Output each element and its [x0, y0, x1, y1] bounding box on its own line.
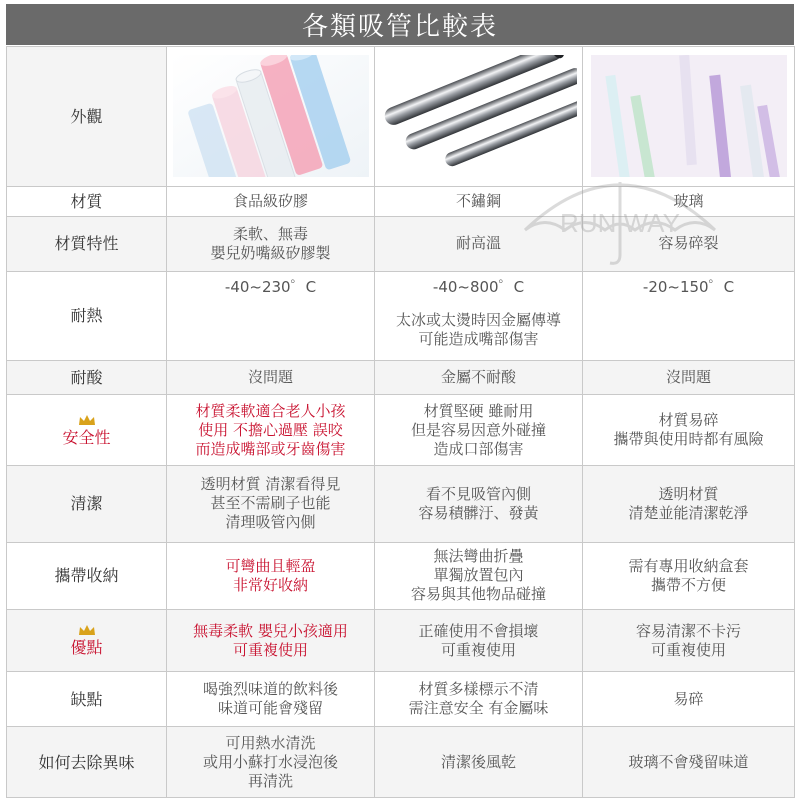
steel-straws-image	[375, 47, 583, 187]
cell-line: 玻璃不會殘留味道	[628, 752, 749, 771]
crown-icon	[78, 624, 96, 636]
row-label: 外觀	[7, 47, 167, 187]
cell-line: 造成口部傷害	[433, 439, 524, 458]
row-label-text: 清潔	[70, 494, 103, 514]
row-label-text: 如何去除異味	[38, 752, 135, 772]
comparison-table	[6, 46, 795, 798]
table-cell	[167, 465, 375, 542]
row-label	[7, 395, 167, 466]
table-cell	[583, 727, 795, 798]
cell-line: 單獨放置包內	[433, 566, 524, 585]
table-cell	[167, 217, 375, 272]
row-label	[7, 542, 167, 609]
table-cell	[583, 395, 795, 466]
row-label-text: 耐熱	[70, 306, 103, 326]
row-label	[7, 217, 167, 272]
table-cell	[167, 542, 375, 609]
row-label	[7, 465, 167, 542]
cell-line: 味道可能會殘留	[217, 699, 323, 718]
cell-line: 再清洗	[247, 771, 293, 790]
table-cell	[167, 186, 375, 216]
cell-line: 容易清潔不卡污	[635, 621, 741, 640]
cell-line: 材質多樣標示不清	[418, 680, 539, 699]
cell-line: 金屬不耐酸	[440, 367, 516, 386]
table-cell	[375, 217, 583, 272]
table-cell	[375, 672, 583, 727]
cell-line: 可能造成嘴部傷害	[418, 329, 539, 348]
cell-line: 清理吸管內側	[225, 513, 316, 532]
cell-line: 透明材質 清潔看得見	[200, 475, 341, 494]
table-cell	[167, 609, 375, 672]
table-cell	[583, 542, 795, 609]
row-label	[7, 186, 167, 216]
cell-line: 清潔後風乾	[440, 752, 516, 771]
table-row	[7, 360, 795, 394]
cell-line: 而造成嘴部或牙齒傷害	[195, 439, 346, 458]
cell-line: 攜帶不方便	[650, 575, 726, 594]
cell-line: 可用熱水清洗	[225, 733, 316, 752]
table-cell	[167, 395, 375, 466]
table-cell	[375, 609, 583, 672]
table-cell	[583, 217, 795, 272]
table-cell	[375, 727, 583, 798]
table-row	[7, 186, 795, 216]
cell-line: 可重複使用	[232, 640, 308, 659]
table-cell	[583, 271, 795, 360]
row-label-text: 耐酸	[70, 367, 103, 387]
table-cell	[375, 542, 583, 609]
cell-line: 容易積髒汙、發黃	[418, 503, 539, 522]
table-cell	[583, 186, 795, 216]
cell-line: 需有專用收納盒套	[628, 556, 749, 575]
row-label	[7, 360, 167, 394]
cell-line: 正確使用不會損壞	[418, 621, 539, 640]
cell-line: 但是容易因意外碰撞	[410, 420, 546, 439]
cell-line: 看不見吸管內側	[425, 484, 531, 503]
row-label-text: 缺點	[70, 689, 103, 709]
table-cell	[375, 395, 583, 466]
cell-line: 沒問題	[665, 367, 711, 386]
row-label-text: 安全性	[62, 427, 111, 447]
cell-line: 可重複使用	[440, 640, 516, 659]
row-label-text: 材質特性	[54, 234, 119, 254]
row-label-text: 攜帶收納	[54, 566, 119, 586]
page-title: 各類吸管比較表	[6, 4, 794, 45]
cell-line: 可彎曲且輕盈	[225, 556, 316, 575]
table-cell	[583, 672, 795, 727]
glass-straws-image	[583, 47, 795, 187]
cell-line: 無法彎曲折疊	[433, 547, 524, 566]
cell-line: 柔軟、無毒	[232, 224, 308, 243]
table-row	[7, 465, 795, 542]
row-label	[7, 672, 167, 727]
cell-line: 材質易碎	[658, 411, 719, 430]
table-cell	[167, 271, 375, 360]
cell-line: 需注意安全 有金屬味	[408, 699, 549, 718]
cell-line: 攜帶與使用時都有風險	[613, 430, 764, 449]
table-row-appearance	[7, 47, 795, 187]
table-cell	[167, 672, 375, 727]
table-row	[7, 672, 795, 727]
cell-line: 甚至不需刷子也能	[210, 494, 331, 513]
cell-line: 玻璃	[673, 191, 704, 210]
cell-line: 材質堅硬 雖耐用	[423, 401, 534, 420]
cell-line: 嬰兒奶嘴級矽膠製	[210, 243, 331, 262]
cell-line: 不鏽鋼	[455, 191, 501, 210]
cell-line: 太冰或太燙時因金屬傳導	[395, 310, 561, 329]
crown-icon	[78, 414, 96, 426]
table-cell	[583, 360, 795, 394]
cell-line: 容易碎裂	[658, 234, 719, 253]
row-label	[7, 609, 167, 672]
cell-line: 或用小蘇打水浸泡後	[202, 752, 338, 771]
table-row	[7, 609, 795, 672]
cell-line: 喝強烈味道的飲料後	[202, 680, 338, 699]
cell-line: 食品級矽膠	[232, 191, 308, 210]
cell-line: 清楚並能清潔乾淨	[628, 503, 749, 522]
table-cell	[375, 360, 583, 394]
cell-line: 易碎	[673, 689, 704, 708]
row-label	[7, 271, 167, 360]
silicone-straws-image	[167, 47, 375, 187]
table-cell	[167, 727, 375, 798]
cell-line: 無毒柔軟 嬰兒小孩適用	[193, 621, 348, 640]
cell-line: 沒問題	[247, 367, 293, 386]
cell-line: -40~800゜C	[432, 277, 525, 296]
table-row	[7, 395, 795, 466]
watermark-text: RUN WAY	[560, 208, 680, 238]
table-cell	[583, 465, 795, 542]
cell-line: -20~150゜C	[642, 277, 735, 296]
table-cell	[375, 186, 583, 216]
table-cell	[375, 271, 583, 360]
table-cell	[375, 465, 583, 542]
row-label-text: 優點	[70, 638, 103, 658]
cell-line: 非常好收納	[232, 575, 308, 594]
cell-line: 材質柔軟適合老人小孩	[195, 401, 346, 420]
row-label-text: 材質	[70, 191, 103, 211]
cell-line: -40~230゜C	[224, 277, 317, 296]
cell-line: 容易與其他物品碰撞	[410, 585, 546, 604]
table-row	[7, 217, 795, 272]
table-row	[7, 542, 795, 609]
cell-line: 使用 不擔心過壓 誤咬	[198, 420, 343, 439]
cell-line: 耐高溫	[455, 234, 501, 253]
cell-line: 透明材質	[658, 484, 719, 503]
cell-line: 可重複使用	[650, 640, 726, 659]
table-cell	[167, 360, 375, 394]
row-label	[7, 727, 167, 798]
table-row	[7, 271, 795, 360]
table-row	[7, 727, 795, 798]
table-cell	[583, 609, 795, 672]
